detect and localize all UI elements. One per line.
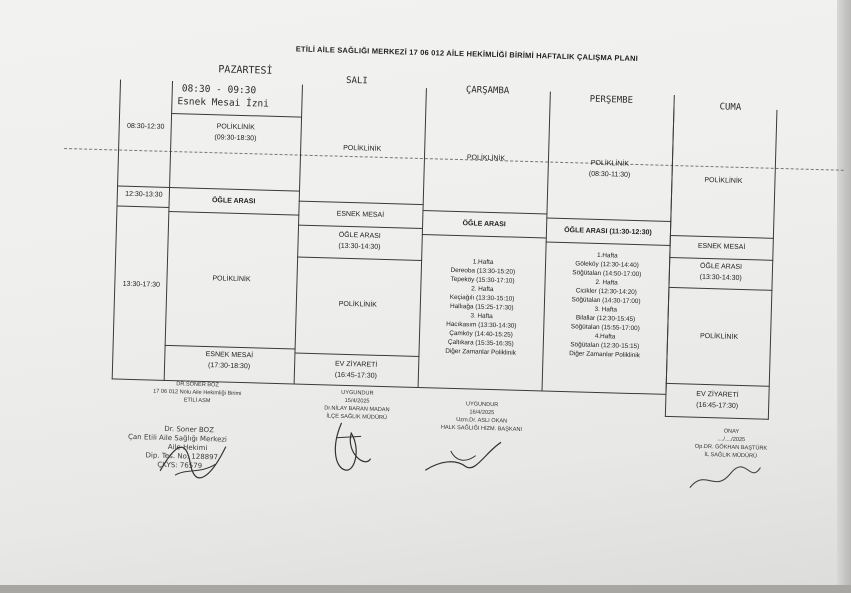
signer4-date: ..../..../2025 [717,436,746,444]
thursday-poliklinik-am-time: (08:30-11:30) [588,170,631,179]
signer4-name: Op.DR. GÖKHAN BAŞTÜRK [694,443,768,452]
day-thursday: PERŞEMBE [589,94,634,106]
signer2-approve: UYGUNDUR [341,389,374,397]
time-morning: 08:30-12:30 [126,122,165,131]
day-monday: PAZARTESİ [218,64,273,77]
monday-poliklinik-am-time: (09:30-18:30) [214,134,257,143]
signer2-name: Dr.NİLAY BARAN MADAN [324,405,390,414]
tuesday-flex: ESNEK MESAİ [336,210,385,219]
signer1-stamp: Dr. Soner BOZ Çan Etili Aile Sağlığı Merkezi Aile Hekimi Dip. Tes. No: 128897 ÇKYS: 76579 [127,424,228,470]
signer2-title: İLÇE SAĞLIK MÜDÜRÜ [326,413,388,422]
signature-1 [155,433,236,485]
signer3-name: Uzm.Dr. ASLI OKAN [456,417,508,425]
monday-flex-time: 08:30 - 09:30 [181,83,257,97]
signer1-name: DR.SONER BOZ [176,381,219,389]
wednesday-line-8: Hacıkasım (13:30-14:30) [446,320,517,330]
signature-4 [685,457,766,499]
tuesday-poliklinik-pm: POLİKLİNİK [338,300,377,309]
thursday-line-12: Diğer Zamanlar Poliklinik [569,350,640,360]
thursday-line-5: Cicikler (12:30-14:20) [575,287,637,297]
tuesday-home-visit: EV ZİYARETİ [334,360,378,369]
tuesday-home-visit-time: (16:45-17:30) [334,371,377,380]
wednesday-line-4: 2. Hafta [471,285,494,294]
thursday-line-9: Söğütalan (15:55-17:00) [570,323,640,333]
day-tuesday: SALI [345,75,368,87]
monday-poliklinik-am: POLİKLİNİK [216,123,255,132]
thursday-lunch: ÖĞLE ARASI (11:30-12:30) [564,226,652,237]
friday-lunch: ÖĞLE ARASI [699,262,743,271]
wednesday-line-1: 1.Hafta [472,258,494,267]
wednesday-line-3: Tepeköy (15:30-17:10) [450,275,515,285]
day-wednesday: ÇARŞAMBA [465,85,510,97]
wednesday-line-6: Hallıağa (15:25-17:30) [449,302,514,312]
signer3-date: 16/4/2025 [469,409,495,417]
wednesday-line-10: Çaltıkara (15:35-16:35) [447,338,514,348]
page-title: ETİLİ AİLE SAĞLIĞI MERKEZİ 17 06 012 AİLE HEKİMLİĞİ BİRİMİ HAFTALIK ÇALIŞMA PLANI [295,44,639,63]
wednesday-lunch: ÖĞLE ARASI [462,220,506,229]
friday-poliklinik-am: POLİKLİNİK [704,176,743,185]
signer1-unit: 17 06 012 Nolu Aile Hekimliği Birimi [153,388,242,398]
friday-poliklinik-pm: POLİKLİNİK [699,332,739,341]
wednesday-line-2: Dereoba (13:30-15:20) [450,266,516,276]
monday-flex-time-cell: (17:30-18:30) [207,362,251,371]
tuesday-lunch: ÖĞLE ARASI [338,231,381,240]
monday-flex: ESNEK MESAİ [205,351,254,360]
time-afternoon: 13:30-17:30 [122,280,161,289]
signer4-title: İL SAĞLIK MÜDÜRÜ [704,452,758,460]
monday-lunch: ÖĞLE ARASI [211,197,256,206]
thursday-line-3: Söğütalan (14:50-17:00) [572,269,642,279]
thursday-line-7: 3. Hafta [594,305,618,314]
wednesday-line-5: Keçiağılı (13:30-15:10) [449,293,515,303]
wednesday-poliklinik-am: POLİKLİNİK [466,154,506,163]
friday-home-visit-time: (16:45-17:30) [696,401,739,410]
thursday-line-10: 4.Hafta [594,332,616,341]
friday-lunch-time: (13:30-14:30) [699,273,742,282]
signer3-title: HALK SAĞLIĞI HİZM. BAŞKANI [440,424,523,433]
signer3-approve: UYGUNDUR [465,401,499,409]
thursday-line-8: Bilallar (12:30-15:45) [575,314,636,324]
signature-3 [420,430,511,482]
thursday-line-2: Göleköy (12:30-14:40) [575,260,639,270]
wednesday-line-9: Çamköy (14:40-15:25) [449,329,513,339]
schedule-table [112,80,683,396]
signature-2 [320,417,382,479]
wednesday-line-11: Diğer Zamanlar Poliklinik [445,347,516,357]
friday-column [665,107,778,420]
signer1-asm: ETİLİ ASM [183,397,211,405]
signer2-date: 15/4/2025 [344,397,370,405]
thursday-line-11: Söğütalan (12:30-15:15) [570,341,640,351]
signer4-approve: ONAY [723,428,740,435]
time-noon: 12:30-13:30 [125,190,163,199]
thursday-line-6: Söğütalan (14:30-17:00) [571,296,641,306]
tuesday-lunch-time: (13:30-14:30) [338,242,381,251]
tuesday-poliklinik-am: POLİKLİNİK [343,144,382,153]
monday-flex-label: Esnek Mesai İzni [177,96,270,110]
thursday-line-1: 1.Hafta [596,251,618,260]
thursday-poliklinik-am: POLİKLİNİK [590,159,630,168]
day-friday: CUMA [719,102,742,113]
wednesday-line-7: 3. Hafta [470,312,493,321]
thursday-line-4: 2. Hafta [595,278,618,287]
monday-poliklinik-pm: POLİKLİNİK [212,275,251,284]
friday-home-visit: EV ZİYARETİ [696,390,739,399]
friday-flex: ESNEK MESAİ [697,242,746,252]
